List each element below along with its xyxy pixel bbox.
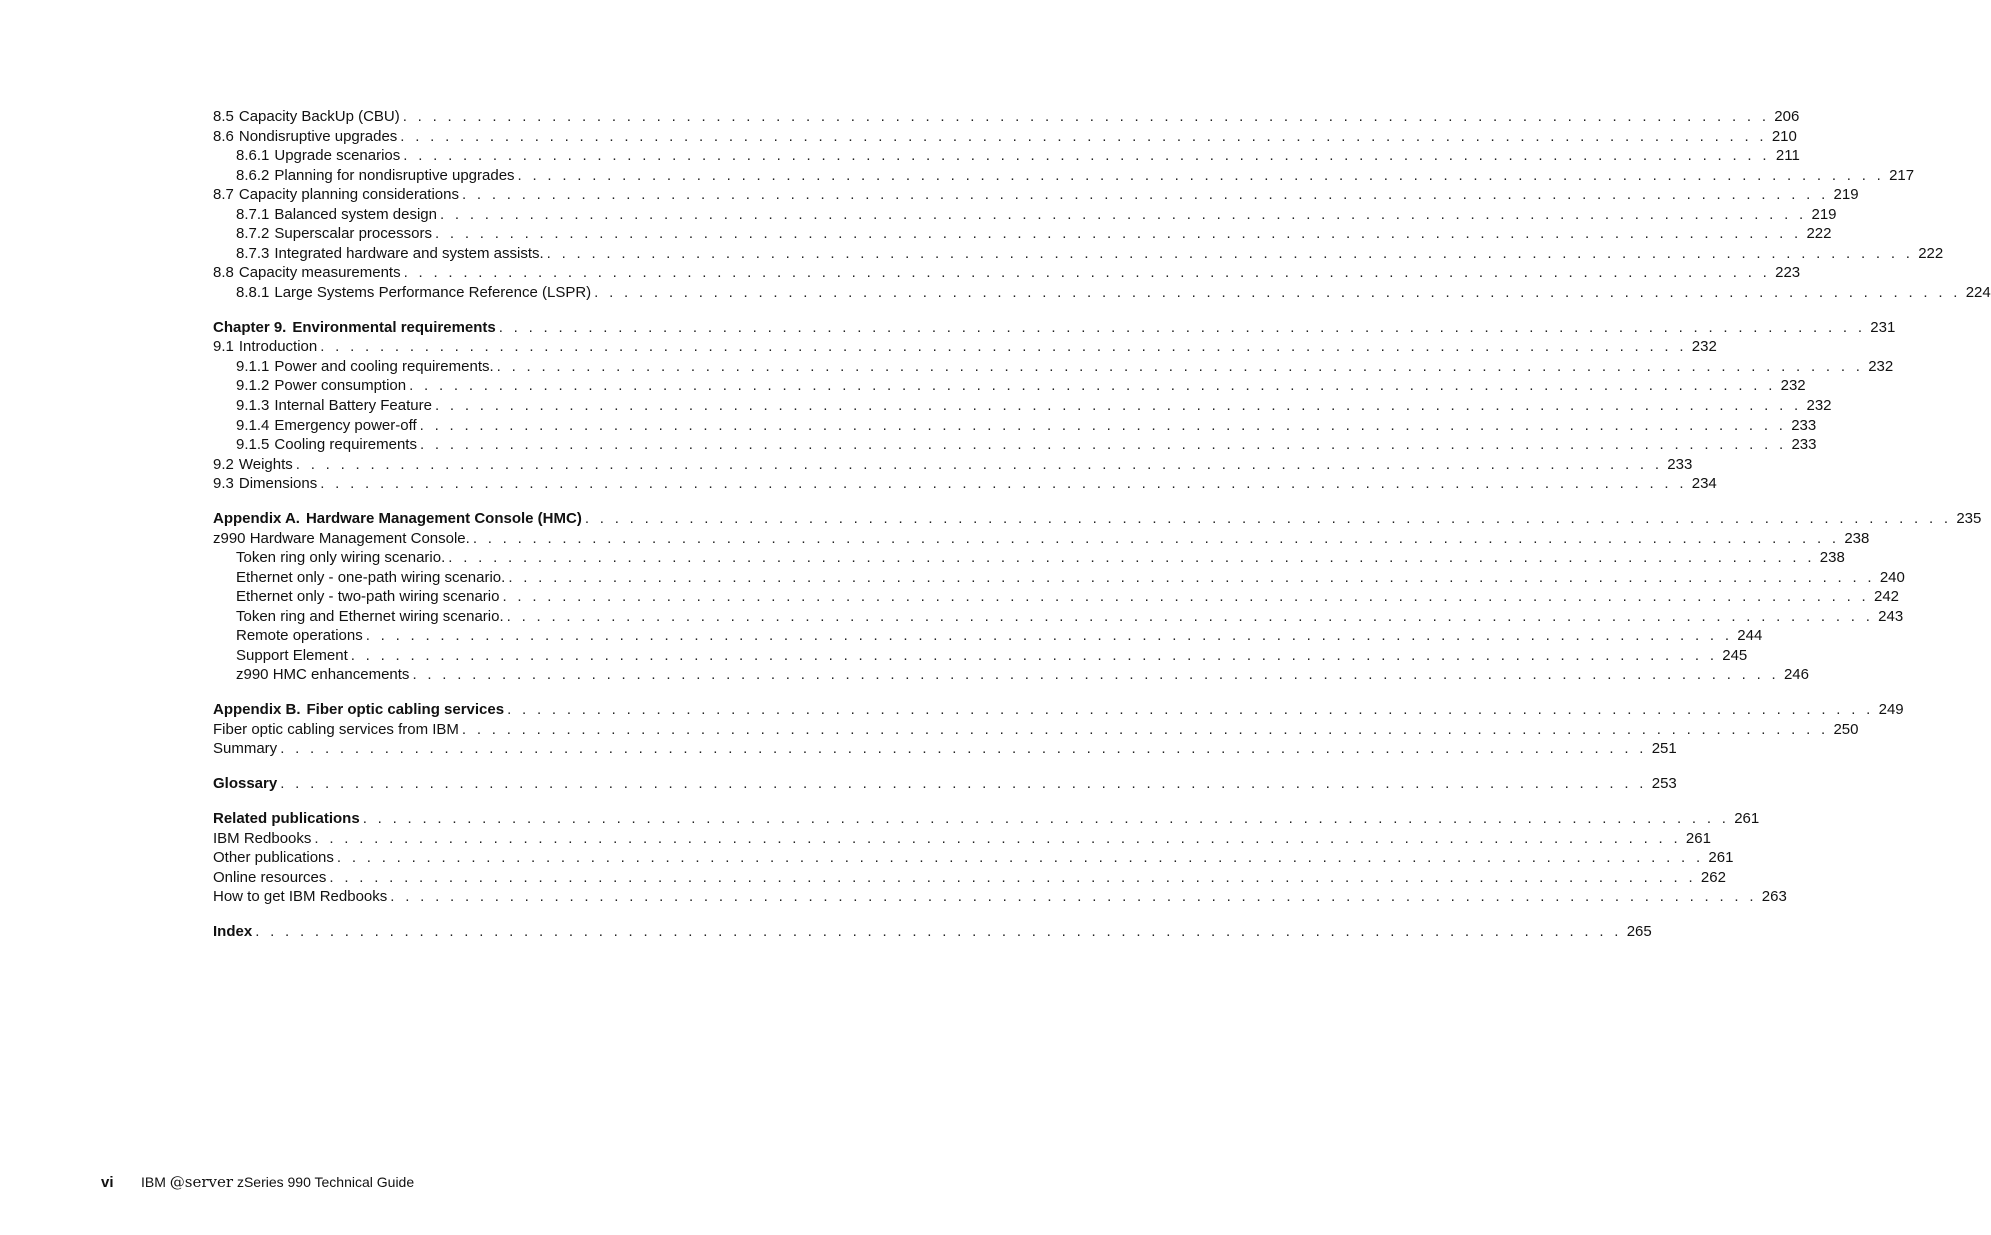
footer-eserver-logo: @server (169, 1173, 234, 1191)
toc-entry-number: Appendix A. (213, 509, 300, 527)
toc-page-number: 263 (1761, 888, 1787, 906)
toc-entry[interactable] (213, 166, 1915, 186)
toc-entry-number: 8.5 (213, 108, 234, 125)
toc-page-number: 240 (1879, 568, 1905, 586)
dot-leader: . . . . . . . . . . . . . . . . . . . . . . . . . . . . . . . . . . . . . . . . . . . . . . . . . . . . . . . . . . . . . . . . . . . . . . . . . . . . . . . . . . . . . . . . . . . . (390, 888, 1757, 906)
toc-entry-text: Power consumption (274, 377, 407, 395)
toc-entry-text: Power and cooling requirements. (274, 357, 494, 375)
toc-page-number: 223 (1775, 264, 1801, 282)
toc-entry-title (236, 283, 591, 303)
toc-page-number: 232 (1691, 338, 1717, 356)
dot-leader: . . . . . . . . . . . . . . . . . . . . . . . . . . . . . . . . . . . . . . . . . . . . . . . . . . . . . . . . . . . . . . . . . . . . . . . . . . . . . . . . . . . . . . . . . . . . (461, 720, 1829, 738)
toc-entry-title (213, 887, 387, 907)
toc-entry-text: Online resources (213, 868, 327, 886)
toc-entry-text: Capacity planning considerations (238, 186, 459, 204)
toc-entry-title (213, 107, 400, 127)
dot-leader: . . . . . . . . . . . . . . . . . . . . . . . . . . . . . . . . . . . . . . . . . . . . . . . . . . . . . . . . . . . . . . . . . . . . . . . . . . . . . . . . . . . . . . . . . . . . (365, 627, 1733, 645)
toc-page-number: 232 (1868, 357, 1894, 375)
toc-entry[interactable] (213, 224, 1832, 244)
toc-entry-number: 8.6.2 (236, 166, 270, 184)
toc-entry-text: Capacity measurements (238, 264, 401, 282)
toc-entry-number: 9.3 (213, 475, 234, 493)
toc-entry-title (236, 435, 417, 455)
toc-entry-text: Upgrade scenarios (274, 147, 401, 165)
toc-page-number: 231 (1870, 318, 1896, 336)
dot-leader: . . . . . . . . . . . . . . . . . . . . . . . . . . . . . . . . . . . . . . . . . . . . . . . . . . . . . . . . . . . . . . . . . . . . . . . . . . . . . . . . . . . . . . . . . . . . (594, 283, 1961, 301)
toc-group (213, 922, 1652, 942)
toc-entry-number: 9.1.3 (236, 396, 270, 414)
dot-leader: . . . . . . . . . . . . . . . . . . . . . . . . . . . . . . . . . . . . . . . . . . . . . . . . . . . . . . . . . . . . . . . . . . . . . . . . . . . . . . . . . . . . . . . . . . . . (403, 264, 1771, 282)
dot-leader: . . . . . . . . . . . . . . . . . . . . . . . . . . . . . . . . . . . . . . . . . . . . . . . . . . . . . . . . . . . . . . . . . . . . . . . . . . . . . . . . . . . . . . . . . . . . (409, 377, 1776, 395)
footer-page-number: vi (101, 1174, 114, 1191)
toc-entry-title (213, 509, 582, 529)
dot-leader: . . . . . . . . . . . . . . . . . . . . . . . . . . . . . . . . . . . . . . . . . . . . . . . . . . . . . . . . . . . . . . . . . . . . . . . . . . . . . . . . . . . . . . . . . . . . (419, 436, 1787, 454)
toc-entry[interactable] (213, 357, 1894, 377)
toc-page-number: 222 (1918, 244, 1944, 262)
toc-entry-number: 8.7.2 (236, 225, 270, 243)
toc-group (213, 509, 1982, 685)
toc-entry[interactable] (213, 829, 1711, 849)
dot-leader: . . . . . . . . . . . . . . . . . . . . . . . . . . . . . . . . . . . . . . . . . . . . . . . . . . . . . . . . . . . . . . . . . . . . . . . . . . . . . . . . . . . . . . . . . . . . (434, 396, 1802, 414)
toc-entry-title (213, 337, 317, 357)
toc-entry-title (236, 396, 432, 416)
toc-entry-title (236, 568, 505, 588)
toc-page-number: 232 (1780, 377, 1806, 395)
toc-entry[interactable] (213, 665, 1809, 685)
toc-page-number: 222 (1806, 225, 1832, 243)
toc-entry-text: z990 Hardware Management Console. (213, 529, 470, 547)
dot-leader: . . . . . . . . . . . . . . . . . . . . . . . . . . . . . . . . . . . . . . . . . . . . . . . . . . . . . . . . . . . . . . . . . . . . . . . . . . . . . . . . . . . . . . . . . . . . (584, 509, 1952, 527)
toc-entry-title (213, 848, 334, 868)
toc-entry[interactable] (213, 739, 1677, 759)
toc-entry-text: Remote operations (236, 627, 363, 645)
dot-leader: . . . . . . . . . . . . . . . . . . . . . . . . . . . . . . . . . . . . . . . . . . . . . . . . . . . . . . . . . . . . . . . . . . . . . . . . . . . . . . . . . . . . . . . . . . . . (329, 868, 1696, 886)
toc-entry-title (236, 646, 348, 666)
toc-entry-number: 9.1 (213, 338, 234, 356)
toc-entry-text: Internal Battery Feature (274, 396, 432, 414)
toc-entry-number: 8.6 (213, 127, 234, 145)
toc-entry[interactable] (213, 848, 1734, 868)
toc-chapter-entry[interactable] (213, 922, 1652, 942)
toc-chapter-entry[interactable] (213, 774, 1677, 794)
toc-entry-text: Superscalar processors (274, 225, 432, 243)
toc-entry[interactable] (213, 127, 1797, 147)
toc-entry-title (236, 205, 437, 225)
toc-entry[interactable] (213, 474, 1717, 494)
toc-page-number: 250 (1833, 720, 1859, 738)
toc-entry[interactable] (213, 548, 1845, 568)
toc-page-number: 249 (1878, 701, 1904, 719)
toc-entry-text: Other publications (213, 849, 334, 867)
toc-entry-title (213, 127, 397, 147)
toc-page-number: 219 (1833, 186, 1859, 204)
toc-entry-text: Support Element (236, 646, 348, 664)
toc-entry[interactable] (213, 720, 1859, 740)
toc-entry-title (236, 416, 417, 436)
toc-page-number: 244 (1737, 627, 1763, 645)
dot-leader: . . . . . . . . . . . . . . . . . . . . . . . . . . . . . . . . . . . . . . . . . . . . . . . . . . . . . . . . . . . . . . . . . . . . . . . . . . . . . . . . . . . . . . . . . . . . (496, 357, 1864, 375)
dot-leader: . . . . . . . . . . . . . . . . . . . . . . . . . . . . . . . . . . . . . . . . . . . . . . . . . . . . . . . . . . . . . . . . . . . . . . . . . . . . . . . . . . . . . . . . . . . . (517, 166, 1885, 184)
toc-page-number: 217 (1889, 166, 1915, 184)
toc-entry[interactable] (213, 568, 1905, 588)
toc-entry-text: Related publications (213, 809, 360, 827)
toc-entry[interactable] (213, 396, 1832, 416)
dot-leader: . . . . . . . . . . . . . . . . . . . . . . . . . . . . . . . . . . . . . . . . . . . . . . . . . . . . . . . . . . . . . . . . . . . . . . . . . . . . . . . . . . . . . . . . . . . . (434, 225, 1802, 243)
dot-leader: . . . . . . . . . . . . . . . . . . . . . . . . . . . . . . . . . . . . . . . . . . . . . . . . . . . . . . . . . . . . . . . . . . . . . . . . . . . . . . . . . . . . . . . . . . . . (498, 318, 1866, 336)
toc-entry-text: Emergency power-off (274, 416, 417, 434)
toc-entry-title (236, 607, 504, 627)
dot-leader: . . . . . . . . . . . . . . . . . . . . . . . . . . . . . . . . . . . . . . . . . . . . . . . . . . . . . . . . . . . . . . . . . . . . . . . . . . . . . . . . . . . . . . . . . . . . (350, 646, 1718, 664)
toc-entry-title (213, 455, 293, 475)
toc-entry-text: How to get IBM Redbooks (213, 888, 388, 906)
toc-entry[interactable] (213, 887, 1787, 907)
toc-entry-text: Nondisruptive upgrades (238, 127, 398, 145)
toc-entry[interactable] (213, 626, 1763, 646)
toc-entry-text: Ethernet only - one-path wiring scenario. (236, 568, 506, 586)
toc-entry-number: 9.1.1 (236, 357, 270, 375)
dot-leader: . . . . . . . . . . . . . . . . . . . . . . . . . . . . . . . . . . . . . . . . . . . . . . . . . . . . . . . . . . . . . . . . . . . . . . . . . . . . . . . . . . . . . . . . . . . . (507, 701, 1874, 719)
dot-leader: . . . . . . . . . . . . . . . . . . . . . . . . . . . . . . . . . . . . . . . . . . . . . . . . . . . . . . . . . . . . . . . . . . . . . . . . . . . . . . . . . . . . . . . . . . . . (462, 186, 1829, 204)
toc-entry[interactable] (213, 529, 1870, 549)
toc-entry[interactable] (213, 587, 1900, 607)
toc-entry[interactable] (213, 376, 1806, 396)
dot-leader: . . . . . . . . . . . . . . . . . . . . . . . . . . . . . . . . . . . . . . . . . . . . . . . . . . . . . . . . . . . . . . . . . . . . . . . . . . . . . . . . . . . . . . . . . . . . (403, 147, 1770, 165)
toc-entry-text: Balanced system design (274, 205, 437, 223)
toc-page-number: 265 (1626, 923, 1652, 941)
toc-entry[interactable] (213, 263, 1801, 283)
toc-page-number: 235 (1956, 509, 1982, 527)
toc-page-number: 238 (1819, 549, 1845, 567)
toc-entry-text: Token ring and Ethernet wiring scenario. (236, 607, 504, 625)
toc-chapter-entry[interactable] (213, 809, 1760, 829)
dot-leader: . . . . . . . . . . . . . . . . . . . . . . . . . . . . . . . . . . . . . . . . . . . . . . . . . . . . . . . . . . . . . . . . . . . . . . . . . . . . . . . . . . . . . . . . . . . . (439, 205, 1807, 223)
toc-page-number: 245 (1722, 646, 1748, 664)
toc-page-number: 233 (1667, 455, 1693, 473)
toc-group (213, 700, 1904, 759)
dot-leader: . . . . . . . . . . . . . . . . . . . . . . . . . . . . . . . . . . . . . . . . . . . . . . . . . . . . . . . . . . . . . . . . . . . . . . . . . . . . . . . . . . . . . . . . . . . . (320, 475, 1687, 493)
toc-entry-number: 9.1.4 (236, 416, 270, 434)
toc-entry[interactable] (213, 205, 1837, 225)
toc-entry-text: Token ring only wiring scenario. (236, 549, 446, 567)
toc-entry-title (236, 357, 494, 377)
toc-page-number: 253 (1651, 775, 1677, 793)
toc-entry-text: Index (213, 923, 253, 941)
toc-entry-text: Weights (238, 455, 293, 473)
toc-entry-number: 8.6.1 (236, 147, 270, 165)
toc-entry-text: Dimensions (238, 475, 318, 493)
toc-entry[interactable] (213, 416, 1817, 436)
toc-entry-text: Fiber optic cabling services (306, 701, 505, 719)
toc-page-number: 232 (1806, 396, 1832, 414)
toc-entry-number: 8.8.1 (236, 283, 270, 301)
toc-page-number: 224 (1965, 283, 1991, 301)
dot-leader: . . . . . . . . . . . . . . . . . . . . . . . . . . . . . . . . . . . . . . . . . . . . . . . . . . . . . . . . . . . . . . . . . . . . . . . . . . . . . . . . . . . . . . . . . . . . (295, 455, 1663, 473)
dot-leader: . . . . . . . . . . . . . . . . . . . . . . . . . . . . . . . . . . . . . . . . . . . . . . . . . . . . . . . . . . . . . . . . . . . . . . . . . . . . . . . . . . . . . . . . . . . . (400, 127, 1767, 145)
toc-page-number: 251 (1651, 740, 1677, 758)
dot-leader: . . . . . . . . . . . . . . . . . . . . . . . . . . . . . . . . . . . . . . . . . . . . . . . . . . . . . . . . . . . . . . . . . . . . . . . . . . . . . . . . . . . . . . . . . . . . (255, 923, 1622, 941)
toc-entry-title (213, 829, 311, 849)
toc-entry-text: Fiber optic cabling services from IBM (213, 720, 459, 738)
toc-entry-text: Summary (213, 740, 278, 758)
toc-entry-title (236, 146, 400, 166)
toc-page-number: 238 (1844, 529, 1870, 547)
toc-entry-number: Chapter 9. (213, 318, 287, 336)
toc-group (213, 107, 1991, 302)
toc-page-number: 242 (1873, 588, 1900, 606)
dot-leader: . . . . . . . . . . . . . . . . . . . . . . . . . . . . . . . . . . . . . . . . . . . . . . . . . . . . . . . . . . . . . . . . . . . . . . . . . . . . . . . . . . . . . . . . . . . . (419, 416, 1787, 434)
dot-leader: . . . . . . . . . . . . . . . . . . . . . . . . . . . . . . . . . . . . . . . . . . . . . . . . . . . . . . . . . . . . . . . . . . . . . . . . . . . . . . . . . . . . . . . . . . . . (502, 588, 1870, 606)
toc-entry-number: 8.7.3 (236, 244, 270, 262)
dot-leader: . . . . . . . . . . . . . . . . . . . . . . . . . . . . . . . . . . . . . . . . . . . . . . . . . . . . . . . . . . . . . . . . . . . . . . . . . . . . . . . . . . . . . . . . . . . . (362, 809, 1730, 827)
toc-page-number: 246 (1783, 666, 1809, 684)
toc-entry-title (213, 809, 360, 829)
toc-entry[interactable] (213, 868, 1726, 888)
dot-leader: . . . . . . . . . . . . . . . . . . . . . . . . . . . . . . . . . . . . . . . . . . . . . . . . . . . . . . . . . . . . . . . . . . . . . . . . . . . . . . . . . . . . . . . . . . . . (506, 607, 1874, 625)
toc-page-number: 233 (1791, 416, 1817, 434)
dot-leader: . . . . . . . . . . . . . . . . . . . . . . . . . . . . . . . . . . . . . . . . . . . . . . . . . . . . . . . . . . . . . . . . . . . . . . . . . . . . . . . . . . . . . . . . . . . . (314, 829, 1681, 847)
toc-entry-number: 8.7.1 (236, 205, 270, 223)
toc-entry-title (236, 548, 445, 568)
toc-entry[interactable] (213, 455, 1693, 475)
toc-entry[interactable] (213, 435, 1817, 455)
toc-entry-text: Introduction (238, 338, 318, 356)
toc-entry-title (236, 587, 499, 607)
toc-entry-title (236, 166, 515, 186)
toc-entry-title (213, 529, 470, 549)
dot-leader: . . . . . . . . . . . . . . . . . . . . . . . . . . . . . . . . . . . . . . . . . . . . . . . . . . . . . . . . . . . . . . . . . . . . . . . . . . . . . . . . . . . . . . . . . . . . (280, 775, 1647, 793)
toc-entry-text: Ethernet only - two-path wiring scenario (236, 588, 500, 606)
dot-leader: . . . . . . . . . . . . . . . . . . . . . . . . . . . . . . . . . . . . . . . . . . . . . . . . . . . . . . . . . . . . . . . . . . . . . . . . . . . . . . . . . . . . . . . . . . . . (508, 568, 1875, 586)
dot-leader: . . . . . . . . . . . . . . . . . . . . . . . . . . . . . . . . . . . . . . . . . . . . . . . . . . . . . . . . . . . . . . . . . . . . . . . . . . . . . . . . . . . . . . . . . . . . (320, 338, 1687, 356)
toc-entry-text: Glossary (213, 775, 278, 793)
toc-entry[interactable] (213, 244, 1944, 264)
toc-entry-title (213, 474, 317, 494)
toc-entry-text: IBM Redbooks (213, 829, 312, 847)
toc-entry-title (213, 739, 277, 759)
toc-chapter-entry[interactable] (213, 509, 1982, 529)
toc-entry-number: 9.1.5 (236, 436, 270, 454)
dot-leader: . . . . . . . . . . . . . . . . . . . . . . . . . . . . . . . . . . . . . . . . . . . . . . . . . . . . . . . . . . . . . . . . . . . . . . . . . . . . . . . . . . . . . . . . . . . . (336, 849, 1704, 867)
toc-entry-text: Cooling requirements (274, 436, 417, 454)
toc-group (213, 318, 1896, 494)
toc-entry-text: Large Systems Performance Reference (LSPR) (274, 283, 592, 301)
toc-chapter-entry[interactable] (213, 318, 1896, 338)
toc-entry-number: 9.1.2 (236, 377, 270, 395)
toc-entry-title (213, 922, 252, 942)
toc-entry-title (213, 868, 326, 888)
toc-entry[interactable] (213, 646, 1748, 666)
toc-entry-text: Capacity BackUp (CBU) (238, 108, 400, 125)
toc-entry-text: Integrated hardware and system assists. (274, 244, 544, 262)
dot-leader: . . . . . . . . . . . . . . . . . . . . . . . . . . . . . . . . . . . . . . . . . . . . . . . . . . . . . . . . . . . . . . . . . . . . . . . . . . . . . . . . . . . . . . . . . . . . (472, 529, 1840, 547)
toc-page-number: 219 (1811, 205, 1837, 223)
toc-group (213, 774, 1677, 794)
toc-entry-number: 8.7 (213, 186, 234, 204)
toc-entry-number: 8.8 (213, 264, 234, 282)
toc-page-number: 233 (1791, 436, 1817, 454)
dot-leader: . . . . . . . . . . . . . . . . . . . . . . . . . . . . . . . . . . . . . . . . . . . . . . . . . . . . . . . . . . . . . . . . . . . . . . . . . . . . . . . . . . . . . . . . . . . . (402, 108, 1770, 125)
toc-entry-title (213, 700, 504, 720)
toc-entry-title (213, 318, 496, 338)
toc-page-number: 261 (1708, 849, 1734, 867)
toc-group (213, 809, 1787, 907)
toc-entry[interactable] (213, 283, 1991, 303)
toc-page-number: 206 (1774, 108, 1800, 125)
toc-page-number: 210 (1771, 127, 1797, 145)
toc-entry-title (213, 185, 459, 205)
toc-entry-number: Appendix B. (213, 701, 301, 719)
toc-entry-title (213, 263, 401, 283)
toc-entry[interactable] (213, 146, 1800, 166)
dot-leader: . . . . . . . . . . . . . . . . . . . . . . . . . . . . . . . . . . . . . . . . . . . . . . . . . . . . . . . . . . . . . . . . . . . . . . . . . . . . . . . . . . . . . . . . . . . . (412, 666, 1779, 684)
toc-entry-title (236, 665, 409, 685)
page-footer (101, 1172, 414, 1193)
toc-page-number: 234 (1691, 475, 1717, 493)
toc-entry-text: Planning for nondisruptive upgrades (274, 166, 515, 184)
toc-entry-text: z990 HMC enhancements (236, 666, 410, 684)
toc-entry-number: 9.2 (213, 455, 234, 473)
footer-brand: IBM (141, 1174, 166, 1190)
table-of-contents (213, 107, 1991, 957)
toc-entry[interactable] (213, 107, 1800, 127)
toc-entry-text: Environmental requirements (292, 318, 496, 336)
toc-page-number: 211 (1775, 147, 1800, 165)
toc-page-number: 243 (1878, 607, 1904, 625)
dot-leader: . . . . . . . . . . . . . . . . . . . . . . . . . . . . . . . . . . . . . . . . . . . . . . . . . . . . . . . . . . . . . . . . . . . . . . . . . . . . . . . . . . . . . . . . . . . . (280, 740, 1647, 758)
toc-entry-title (236, 626, 363, 646)
toc-entry-title (213, 720, 459, 740)
toc-page-number: 262 (1700, 868, 1726, 886)
footer-book-title: zSeries 990 Technical Guide (236, 1174, 415, 1190)
toc-entry[interactable] (213, 607, 1904, 627)
toc-chapter-entry[interactable] (213, 700, 1904, 720)
toc-entry[interactable] (213, 337, 1717, 357)
toc-entry-title (236, 224, 432, 244)
toc-entry[interactable] (213, 185, 1859, 205)
dot-leader: . . . . . . . . . . . . . . . . . . . . . . . . . . . . . . . . . . . . . . . . . . . . . . . . . . . . . . . . . . . . . . . . . . . . . . . . . . . . . . . . . . . . . . . . . . . . (546, 244, 1914, 262)
toc-entry-title (213, 774, 277, 794)
dot-leader: . . . . . . . . . . . . . . . . . . . . . . . . . . . . . . . . . . . . . . . . . . . . . . . . . . . . . . . . . . . . . . . . . . . . . . . . . . . . . . . . . . . . . . . . . . . . (448, 549, 1815, 567)
toc-entry-title (236, 244, 544, 264)
toc-page-number: 261 (1734, 809, 1760, 827)
toc-page-number: 261 (1685, 829, 1711, 847)
toc-entry-title (236, 376, 406, 396)
toc-entry-text: Hardware Management Console (HMC) (305, 509, 582, 527)
